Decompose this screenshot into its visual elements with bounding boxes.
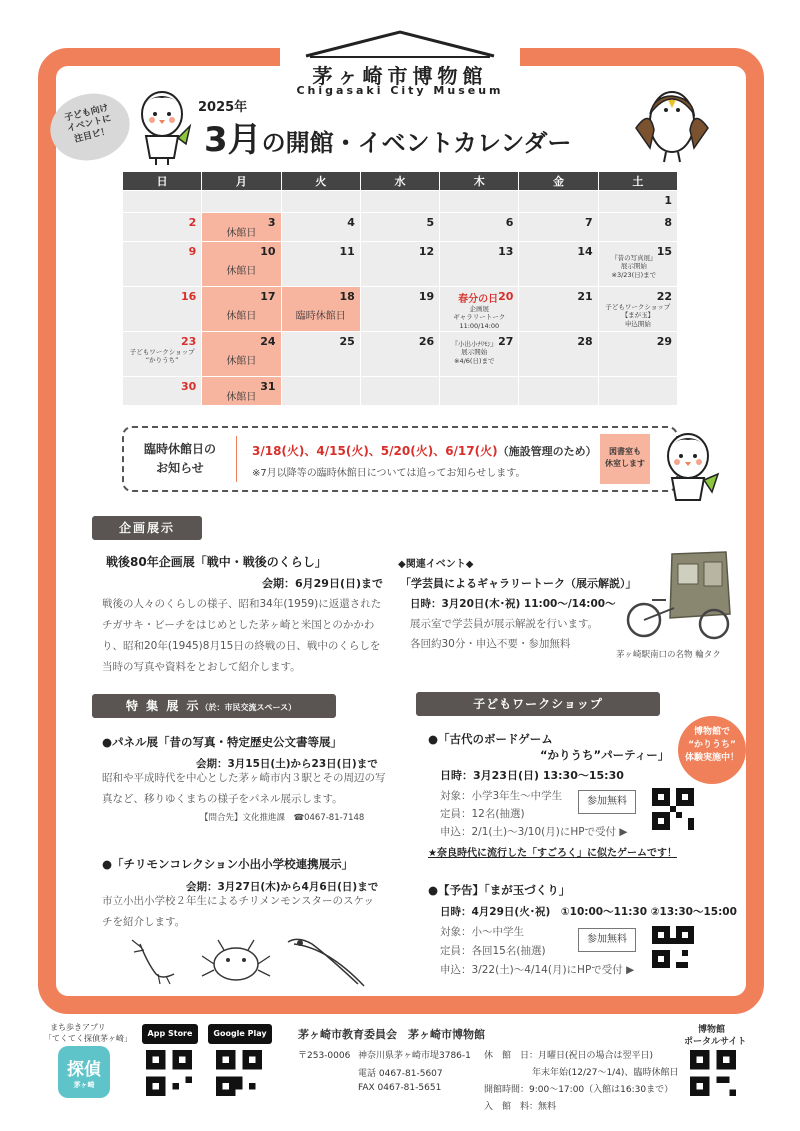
- calendar-day-temp-closed: [282, 287, 360, 331]
- ws2-title: ●【予告】「まが玉づくり」: [428, 883, 571, 897]
- calendar-day-closed: [202, 332, 280, 376]
- day-number: 27: [498, 335, 514, 348]
- google-play-button[interactable]: Google Play: [208, 1024, 272, 1044]
- rintaku-photo: [622, 548, 738, 642]
- calendar-day: [440, 213, 518, 241]
- weekday-wed: 水: [361, 172, 439, 190]
- calendar-empty-cell: [440, 377, 518, 405]
- chirimon-sketch-icon: [128, 934, 378, 990]
- calendar-day-closed: [202, 377, 280, 405]
- day-number: 5: [426, 216, 435, 229]
- weekday-sat: 土: [599, 172, 677, 190]
- day-event-note: [123, 348, 201, 365]
- day-number: 12: [418, 245, 435, 258]
- note-line: 【まが玉】: [621, 311, 655, 320]
- day-number: 28: [577, 335, 593, 348]
- calendar-day: [599, 242, 677, 286]
- weekday-sun: 日: [123, 172, 201, 190]
- day-number: 30: [180, 380, 197, 393]
- page-title: [204, 112, 571, 161]
- footer-fax: FAX 0467-81-5651: [358, 1083, 442, 1093]
- notice-title-line2: お知らせ: [156, 461, 204, 476]
- calendar-week: [123, 287, 677, 331]
- day-event-note: [599, 303, 677, 328]
- ws1-apply: 申込：2/1(土)～3/10(月)にHPで受付 ▶: [440, 826, 628, 838]
- logo-english: Chigasaki City Museum: [296, 84, 504, 97]
- logo-japanese: 茅ヶ崎市博物館: [312, 64, 488, 88]
- day-number: 16: [180, 290, 197, 303]
- day-number: 4: [347, 216, 355, 229]
- ws2-capacity: 定員：各回15名(抽選): [440, 945, 546, 957]
- library-closed-box: [600, 434, 650, 484]
- calendar-week: [123, 242, 677, 286]
- temporary-closure-notice: [122, 426, 678, 492]
- app-icon-subtext: 茅ヶ崎: [73, 1081, 95, 1089]
- notice-title: [140, 440, 220, 478]
- footer-closed-days: 休 館 日：月曜日(祝日の場合は翌平日): [484, 1051, 654, 1061]
- calendar-day: [519, 242, 597, 286]
- calendar-empty-cell: [519, 191, 597, 212]
- year-label: 2025年: [198, 100, 248, 115]
- note-line: 申込開始: [624, 319, 651, 328]
- section-header-exhibition: [92, 516, 202, 540]
- title-month: 3月: [204, 120, 262, 160]
- ws1-date: 日時：3月23日(日) 13:30～15:30: [440, 769, 624, 782]
- note-line: ギャラリートーク: [453, 313, 506, 322]
- note-line: 『昔の写真展』: [611, 254, 657, 262]
- calendar-day: [519, 213, 597, 241]
- qr-code-icon[interactable]: [146, 1050, 192, 1096]
- notice-title-line1: 臨時休館日の: [143, 442, 216, 456]
- temp-closed-label: 臨時休館日: [295, 311, 346, 322]
- footer-fee: 入 館 料：無料: [484, 1102, 557, 1112]
- qr-code-icon[interactable]: [216, 1050, 262, 1096]
- calendar-day: [519, 287, 597, 331]
- day-number: 15: [656, 245, 672, 258]
- ws1-title-line2: “かりうち”パーティー」: [540, 748, 670, 762]
- footer-closed-extra: 年末年始(12/27～1/4)、臨時休館日: [532, 1068, 679, 1078]
- related-event-label: ◆関連イベント◆: [398, 559, 474, 570]
- panel-exhibit-title: ●パネル展「昔の写真・特定歴史公文書等展」: [102, 735, 343, 749]
- note-line: ※3/23(日)まで: [611, 270, 657, 279]
- closure-dates: 3/18(火)、4/15(火)、5/20(火)、6/17(火): [252, 444, 498, 458]
- calendar-day: [123, 332, 201, 376]
- calendar-day: [599, 287, 677, 331]
- calendar-week: [123, 213, 677, 241]
- note-line: 11:00/14:00: [459, 321, 500, 330]
- section-header-special: [92, 694, 336, 718]
- weekday-fri: 金: [519, 172, 597, 190]
- related-event-date: 日時：3月20日(木･祝) 11:00～/14:00～: [410, 598, 616, 610]
- day-number: 29: [656, 335, 672, 348]
- calendar-empty-cell: [599, 377, 677, 405]
- free-participation-tag: 参加無料: [578, 928, 636, 952]
- calendar-day: [599, 213, 677, 241]
- calendar-day: [361, 213, 439, 241]
- holiday-name: 春分の日: [458, 294, 499, 305]
- notice-dates: [252, 442, 597, 459]
- calendar-week: [123, 377, 677, 405]
- calendar-day: [282, 332, 360, 376]
- calendar-week: [123, 332, 677, 376]
- calendar-day: [440, 287, 518, 331]
- portal-label-line2: ポータルサイト: [684, 1037, 747, 1047]
- day-number: 1: [664, 194, 672, 207]
- bird-mascot-icon: [630, 78, 710, 164]
- panel-exhibit-period: 会期：3月15日(土)から23日(日)まで: [196, 758, 378, 770]
- day-event-note: [430, 340, 518, 365]
- day-number: 26: [418, 335, 435, 348]
- calendar-day: [599, 191, 677, 212]
- day-event-note: [440, 305, 518, 330]
- calendar-day: [282, 213, 360, 241]
- closed-label: 休館日: [226, 392, 257, 403]
- day-number: 22: [656, 290, 672, 303]
- calendar-day-closed: [202, 242, 280, 286]
- app-caption-line2: 「てくてく探偵茅ヶ崎」: [44, 1034, 132, 1043]
- day-number: 11: [339, 245, 355, 258]
- weekday-mon: 月: [202, 172, 280, 190]
- special-header-label: 特 集 展 示: [126, 699, 201, 713]
- day-number: 9: [188, 245, 197, 258]
- day-number: 24: [260, 335, 276, 348]
- ws2-date: 日時：4月29日(火･祝) ①10:00～11:30 ②13:30～15:00: [440, 906, 737, 918]
- library-line2: 休室します: [605, 459, 645, 468]
- footer-organization: 茅ヶ崎市教育委員会 茅ヶ崎市博物館: [298, 1028, 485, 1041]
- calendar-day: [282, 242, 360, 286]
- calendar-day-closed: [202, 287, 280, 331]
- calendar-day: [361, 242, 439, 286]
- badge-text: 博物館で “かりうち” 体験実施中！: [684, 727, 739, 764]
- day-number: 31: [260, 380, 276, 393]
- ws1-target: 対象：小学3年生～中学生: [440, 790, 563, 802]
- day-number: 21: [577, 290, 593, 303]
- calendar-empty-cell: [282, 191, 360, 212]
- calendar-day: [440, 242, 518, 286]
- day-number: 18: [339, 290, 355, 303]
- note-line: 子どもワークショップ: [129, 348, 195, 356]
- qr-code-icon[interactable]: [690, 1050, 736, 1096]
- day-event-note: [591, 254, 677, 279]
- related-event-line1: 展示室で学芸員が展示解説を行います。: [410, 618, 599, 630]
- calendar-day: [599, 332, 677, 376]
- app-store-button[interactable]: App Store: [142, 1024, 198, 1044]
- museum-logo: [280, 22, 520, 100]
- footer-postal: 〒253-0006: [298, 1051, 351, 1061]
- note-line: 展示開始: [461, 348, 488, 357]
- notice-note: ※7月以降等の臨時休館日については追ってお知らせします。: [252, 468, 526, 479]
- bubble-text: 子ども向け イベントに 注目ビ！: [63, 103, 113, 145]
- ws2-apply: 申込：3/22(土)～4/14(月)にHPで受付 ▶: [440, 964, 635, 976]
- closed-label: 休館日: [226, 356, 257, 367]
- chirimon-period: 会期：3月27日(木)から4月6日(日)まで: [186, 881, 379, 893]
- day-number: 8: [664, 216, 672, 229]
- day-number: 19: [418, 290, 435, 303]
- day-number: 6: [505, 216, 514, 229]
- day-number: 2: [188, 216, 197, 229]
- related-event-line2: 各回約30分・申込不要・参加無料: [410, 638, 571, 650]
- weekday-thu: 木: [440, 172, 518, 190]
- closure-reason: （施設管理のため）: [497, 445, 597, 458]
- footer-hours: 開館時間：9:00～17:00（入館は16:30まで）: [484, 1085, 674, 1095]
- calendar-day: [361, 287, 439, 331]
- closed-label: 休館日: [226, 228, 257, 239]
- mascot-character-icon: [660, 430, 720, 506]
- kariuchi-badge: [678, 716, 746, 784]
- day-number: 20: [498, 290, 514, 303]
- day-number: 25: [339, 335, 355, 348]
- free-participation-tag: 参加無料: [578, 790, 636, 814]
- note-line: “かりうち”: [145, 356, 179, 365]
- note-line: 『小出小ﾁﾘﾓﾝ』: [451, 340, 498, 348]
- day-number: 17: [260, 290, 276, 303]
- workshop-header-label: 子どもワークショップ: [473, 697, 603, 711]
- qr-code-icon[interactable]: [652, 926, 694, 968]
- calendar-day: [123, 377, 201, 405]
- note-line: ※4/6(日)まで: [454, 356, 495, 365]
- note-line: 企画展: [469, 305, 490, 313]
- photo-caption: 茅ヶ崎駅南口の名物 輪タク: [616, 650, 721, 660]
- calendar-day: [361, 332, 439, 376]
- note-line: 子どもワークショップ: [605, 303, 671, 311]
- app-icon-text: 探偵: [67, 1060, 101, 1080]
- calendar-empty-cell: [282, 377, 360, 405]
- ws2-target: 対象：小～中学生: [440, 926, 524, 938]
- calendar-empty-cell: [440, 191, 518, 212]
- weekday-tue: 火: [282, 172, 360, 190]
- chirimon-body: 市立小出小学校２年生によるチリメンモンスターのスケッチを紹介します。: [102, 895, 374, 928]
- closed-label: 休館日: [226, 266, 257, 277]
- library-line1: 図書室も: [609, 447, 641, 456]
- ws1-note: ★奈良時代に流行した「すごろく」に似たゲームです！: [428, 848, 677, 859]
- calendar-day: [440, 332, 518, 376]
- footer-tel: 電話 0467-81-5607: [358, 1069, 443, 1079]
- section-header-workshop: [416, 692, 660, 716]
- calendar-day: [123, 242, 201, 286]
- day-number: 14: [577, 245, 593, 258]
- calendar-day: [123, 213, 201, 241]
- related-event-title: 「学芸員によるギャラリートーク（展示解説）」: [400, 577, 637, 590]
- calendar-empty-cell: [361, 191, 439, 212]
- portal-label-line1: 博物館: [698, 1025, 726, 1035]
- ws1-title-line1: ●「古代のボードゲーム: [428, 732, 553, 746]
- ws1-capacity: 定員：12名(抽選): [440, 808, 525, 820]
- event-calendar: [122, 171, 678, 406]
- calendar-empty-cell: [202, 191, 280, 212]
- closed-label: 休館日: [226, 311, 257, 322]
- calendar-day: [519, 332, 597, 376]
- exhibition-period: 会期：6月29日(日)まで: [262, 577, 384, 590]
- museum-roof-icon: [300, 28, 500, 58]
- tekuteku-app-icon[interactable]: [58, 1046, 110, 1098]
- day-number: 3: [267, 216, 276, 229]
- calendar-empty-cell: [519, 377, 597, 405]
- footer-address: 神奈川県茅ヶ崎市堤3786-1: [358, 1051, 471, 1061]
- note-line: 展示開始: [620, 262, 647, 271]
- calendar-day: [123, 287, 201, 331]
- exhibition-header-label: 企画展示: [118, 521, 175, 535]
- panel-exhibit-body: 昭和や平成時代を中心とした茅ヶ崎市内３駅とその周辺の写真など、移りゆくまちの様子をパネル展示します。: [102, 772, 386, 805]
- calendar-empty-cell: [361, 377, 439, 405]
- app-caption-line1: まち歩きアプリ: [50, 1023, 106, 1032]
- notice-divider: [236, 436, 237, 482]
- calendar-weekday-row: [123, 172, 677, 190]
- mascot-character-icon: [132, 86, 192, 166]
- calendar-day-closed: [202, 213, 280, 241]
- exhibition-body: 戦後の人々のくらしの様子、昭和34年(1959)に返還されたチガサキ・ビーチをはじめとした茅ヶ崎と米国とのかかわり、昭和20年(1945)8月15日の終戦の日、戦中のくらしを当時の写真や資料をとおして紹介します。: [102, 598, 382, 673]
- special-header-venue: （於：市民交流スペース）: [200, 703, 297, 712]
- exhibition-title: 戦後80年企画展「戦中・戦後のくらし」: [106, 555, 327, 569]
- panel-exhibit-contact: 【問合先】文化推進課 ☎0467-81-7148: [200, 813, 365, 823]
- qr-code-icon[interactable]: [652, 788, 694, 830]
- calendar-empty-cell: [123, 191, 201, 212]
- day-number: 23: [180, 335, 197, 348]
- day-number: 13: [498, 245, 514, 258]
- day-number: 10: [260, 245, 276, 258]
- calendar-week: [123, 191, 677, 212]
- chirimon-title: ●「チリモンコレクション小出小学校連携展示」: [102, 857, 354, 871]
- day-number: 7: [585, 216, 593, 229]
- title-rest: の開館・イベントカレンダー: [261, 129, 572, 157]
